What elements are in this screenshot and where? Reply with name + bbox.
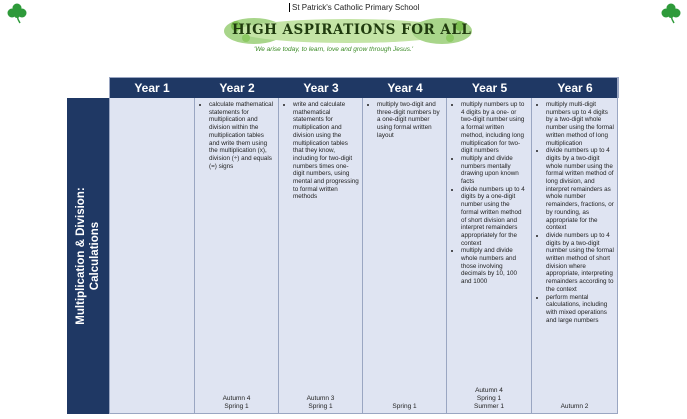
year-4-cell bbox=[363, 98, 447, 414]
row-header bbox=[67, 98, 109, 414]
term-list bbox=[279, 395, 362, 411]
objective: • multiply multi-digit numbers up to 4 digits by a two-digit whole number using the formal written method of long multiplication bbox=[546, 101, 614, 147]
objective: • multiply and divide whole numbers and those involving decimals by 10, 100 and 1000 bbox=[461, 247, 528, 286]
term: Autumn 4 bbox=[222, 395, 251, 402]
row-header-line2: Calculations bbox=[89, 221, 101, 291]
objective: • divide numbers up to 4 digits by a two-digit whole number using the formal written method of long division, and interpret remainders as whole number remainders, fractions, or by rounding, as appropriate for the context bbox=[546, 147, 614, 232]
row-header-line1: Multiplication & Division: bbox=[75, 187, 87, 325]
term: Spring 1 bbox=[476, 395, 502, 402]
school-name: St Patrick's Catholic Primary School bbox=[289, 3, 419, 12]
year-1-cell bbox=[109, 98, 195, 414]
objective: • write and calculate mathematical statements for multiplication and division using the multiplication tables that they know, including for two-digit numbers times one-digit numbers, using mental and progressing to formal written methods bbox=[293, 101, 359, 201]
term: Spring 1 bbox=[224, 403, 249, 410]
term: Summer 1 bbox=[474, 403, 504, 410]
term: Autumn 2 bbox=[560, 403, 589, 410]
year-header: Year 1 bbox=[109, 77, 196, 98]
term-list bbox=[195, 395, 278, 411]
objective: • multiply numbers up to 4 digits by a one- or two-digit number using a formal written method, including long multiplication for two-digit numbers bbox=[461, 101, 528, 155]
term-list bbox=[447, 387, 531, 411]
tagline: 'We arise today, to learn, love and grow through Jesus.' bbox=[254, 46, 414, 53]
year-header: Year 5 bbox=[447, 77, 533, 98]
year-header: Year 6 bbox=[532, 77, 619, 98]
year-header: Year 4 bbox=[363, 77, 448, 98]
objective: • multiply and divide numbers mentally drawing upon known facts bbox=[461, 155, 528, 186]
objective: • calculate mathematical statements for multiplication and division within the multiplication tables and write them using the multiplication (x), division (÷) and equals (=) signs bbox=[209, 101, 275, 170]
year-2-cell bbox=[195, 98, 279, 414]
objective: • perform mental calculations, including with mixed operations and large numbers bbox=[546, 294, 614, 325]
year-header: Year 2 bbox=[195, 77, 280, 98]
objective: • divide numbers up to 4 digits by a two-digit number using the formal written method of short division where appropriate, interpreting remainders according to the context bbox=[546, 232, 614, 294]
term: Spring 1 bbox=[308, 403, 333, 410]
year-5-cell bbox=[447, 98, 532, 414]
shamrock-icon bbox=[6, 2, 28, 24]
motto: HIGH ASPIRATIONS FOR ALL bbox=[232, 22, 472, 38]
year-3-cell bbox=[279, 98, 363, 414]
shamrock-icon bbox=[660, 2, 682, 24]
year-6-cell bbox=[532, 98, 618, 414]
term-list bbox=[532, 403, 617, 411]
term: Autumn 3 bbox=[306, 395, 335, 402]
term: Spring 1 bbox=[392, 403, 417, 410]
objective: • divide numbers up to 4 digits by a one-digit number using the formal written method of short division and interpret remainders appropriately for the context bbox=[461, 186, 528, 248]
objective: • multiply two-digit and three-digit numbers by a one-digit number using formal written layout bbox=[377, 101, 443, 140]
term: Autumn 4 bbox=[475, 387, 503, 394]
term-list bbox=[363, 403, 446, 411]
year-header: Year 3 bbox=[279, 77, 364, 98]
